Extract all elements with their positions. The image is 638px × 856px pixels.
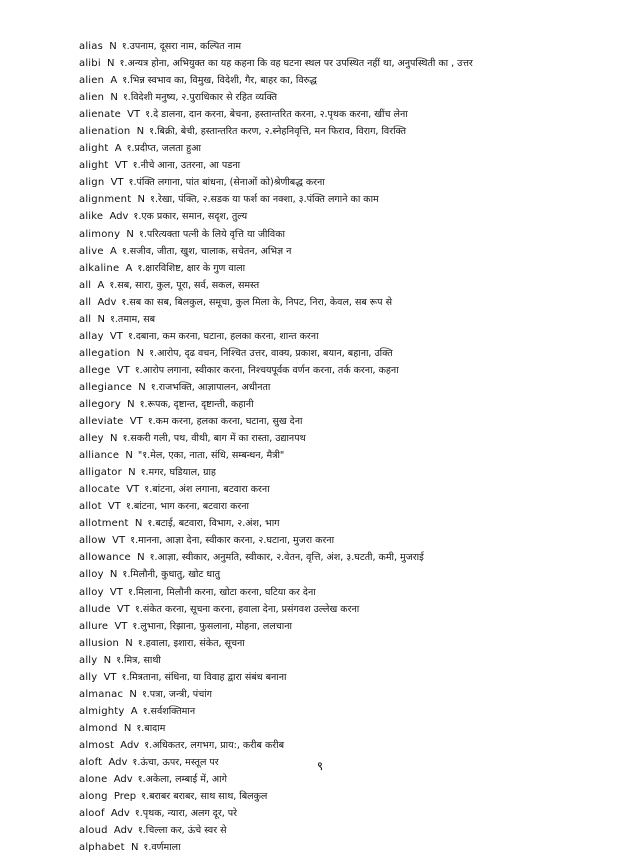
entry-definition: १.पृथक, न्यारा, अलग दूर, परे [134, 808, 238, 820]
entry-headword: alight [79, 160, 109, 172]
dictionary-entry [79, 106, 619, 123]
entry-definition: १.मित्र, साथी [116, 654, 161, 666]
dictionary-entry [79, 55, 619, 72]
entry-definition: १.मानना, आज्ञा देना, स्वीकार करना, २.घटाना, मुजरा करना [130, 535, 335, 547]
entry-definition: १.बटाई, बटवारा, विभाग, २.अंश, भाग [147, 518, 280, 530]
entry-definition: १.मगर, घडियाल, ग्राह [140, 467, 216, 479]
entry-definition: १.मित्रताना, संधिना, या विवाह द्वारा संबंध बनाना [121, 671, 287, 683]
entry-definition: १.बांटना, भाग करना, बटवारा करना [125, 501, 249, 513]
entry-definition: १.वर्णमाला [143, 842, 181, 854]
entry-part-of-speech: N [103, 654, 112, 666]
entry-definition: १.नीचे आना, उतरना, आ पडना [132, 160, 241, 172]
entry-part-of-speech: VT [107, 501, 121, 513]
entry-headword: alignment [79, 194, 132, 206]
entry-part-of-speech: VT [127, 109, 141, 121]
entry-headword: allude [79, 603, 111, 615]
dictionary-entry [79, 498, 619, 515]
entry-definition: १.अकेला, लम्बाई में, आगे [137, 774, 227, 786]
entry-list [79, 38, 619, 856]
entry-definition: १.भिन्न स्वभाव का, विमुख, विदेशी, गैर, बाहर का, विरुद्ध [122, 75, 317, 87]
entry-headword: alibi [79, 58, 101, 70]
dictionary-entry [79, 379, 619, 396]
entry-headword: ally [79, 671, 98, 683]
entry-definition: "१.मेल, एका, नाता, संधि, सम्बन्धन, मैत्री" [137, 450, 285, 462]
entry-part-of-speech: N [136, 126, 145, 138]
entry-part-of-speech: N [97, 313, 105, 325]
entry-definition: १.हवाला, इशारा, संकेत, सूचना [137, 637, 245, 649]
entry-definition: १.संकेत करना, सूचना करना, हवाला देना, प्रसंगवश उल्लेख करना [134, 603, 360, 615]
entry-headword: allegiance [79, 381, 133, 393]
entry-headword: alkaline [79, 262, 120, 274]
entry-part-of-speech: Prep [113, 791, 137, 803]
entry-part-of-speech: VT [114, 620, 128, 632]
dictionary-entry [79, 618, 619, 635]
entry-headword: alliance [79, 450, 120, 462]
entry-definition: १.आज्ञा, स्वीकार, अनुमति, स्वीकार, २.वेतन, वृत्ति, अंश, ३.घटती, कमी, मुजराई [149, 552, 424, 564]
entry-headword: alight [79, 143, 109, 155]
dictionary-entry [79, 123, 619, 140]
dictionary-entry [79, 362, 619, 379]
entry-part-of-speech: VT [116, 364, 130, 376]
entry-headword: allot [79, 501, 102, 513]
entry-part-of-speech: N [109, 569, 118, 581]
dictionary-entry [79, 345, 619, 362]
entry-headword: ally [79, 654, 98, 666]
dictionary-entry [79, 754, 619, 771]
entry-headword: alienation [79, 126, 131, 138]
entry-part-of-speech: Adv [97, 296, 117, 308]
entry-part-of-speech: Adv [109, 211, 129, 223]
entry-part-of-speech: N [127, 398, 135, 410]
entry-part-of-speech: VT [114, 160, 128, 172]
dictionary-entry [79, 805, 619, 822]
entry-definition: १.उपनाम, दूसरा नाम, कल्पित नाम [121, 41, 242, 52]
entry-part-of-speech: VT [116, 603, 130, 615]
entry-definition: १.कम करना, हलका करना, घटाना, सुख देना [147, 416, 303, 428]
entry-part-of-speech: A [125, 262, 133, 274]
entry-part-of-speech: Adv [110, 808, 130, 820]
entry-definition: १.पंक्ति लगाना, पांत बांधना, (सेनाओं को)श्रेणीबद्ध करना [128, 177, 325, 189]
entry-definition: १.दबाना, कम करना, घटाना, हलका करना, शान्त करना [127, 330, 319, 342]
entry-part-of-speech: VT [129, 416, 143, 428]
entry-headword: along [79, 791, 108, 803]
dictionary-entry [79, 208, 619, 225]
dictionary-entry [79, 174, 619, 191]
entry-headword: alphabet [79, 842, 125, 854]
entry-definition: १.सकरी गली, पथ, वीथी, बाग में का रास्ता, उद्यानपथ [122, 433, 306, 445]
entry-definition: १.आरोप लगाना, स्वीकार करना, निश्चयपूर्वक वर्णन करना, तर्क करना, कहना [134, 364, 399, 376]
dictionary-entry [79, 788, 619, 805]
entry-part-of-speech: N [129, 688, 137, 700]
entry-definition: १.सब का सब, बिलकुल, समूचा, कुल मिला के, निपट, निरा, केवल, सब रूप से [121, 296, 393, 308]
dictionary-entry [79, 413, 619, 430]
dictionary-entry [79, 89, 619, 106]
entry-headword: alike [79, 211, 104, 223]
entry-headword: alligator [79, 467, 122, 479]
entry-definition: १.बांटना, अंश लगाना, बटवारा करना [144, 484, 270, 496]
entry-definition: १.विदेशी मनुष्य, २.पुराधिकार से रहित व्यक्ति [122, 92, 278, 104]
entry-headword: allay [79, 330, 104, 342]
dictionary-entry [79, 430, 619, 447]
entry-headword: alias [79, 41, 104, 52]
entry-part-of-speech: N [136, 347, 145, 359]
entry-definition: १.सर्वशक्तिमान [142, 705, 196, 717]
dictionary-entry [79, 686, 619, 703]
dictionary-entry [79, 669, 619, 686]
entry-part-of-speech: N [134, 518, 143, 530]
dictionary-entry [79, 277, 619, 294]
entry-headword: alive [79, 245, 104, 257]
entry-definition: १.बराबर बराबर, साथ साथ, बिलकुल [141, 791, 268, 803]
entry-part-of-speech: N [137, 552, 145, 564]
dictionary-entry [79, 566, 619, 583]
dictionary-entry [79, 140, 619, 157]
dictionary-entry [79, 294, 619, 311]
entry-headword: aloof [79, 808, 105, 820]
entry-part-of-speech: VT [110, 177, 124, 189]
entry-part-of-speech: VT [112, 535, 126, 547]
dictionary-entry [79, 584, 619, 601]
entry-headword: allowance [79, 552, 131, 564]
dictionary-entry [79, 226, 619, 243]
entry-headword: allegory [79, 398, 121, 410]
dictionary-entry [79, 549, 619, 566]
dictionary-entry [79, 311, 619, 328]
dictionary-entry [79, 260, 619, 277]
dictionary-entry [79, 447, 619, 464]
entry-definition: १.रेखा, पंक्ति, २.सडक या फर्श का नक्शा, ३.पंक्ति लगाने का काम [150, 194, 379, 206]
dictionary-entry [79, 243, 619, 260]
entry-headword: alienate [79, 109, 121, 121]
entry-part-of-speech: VT [126, 484, 140, 496]
entry-headword: almighty [79, 705, 125, 717]
entry-part-of-speech: Adv [113, 774, 133, 786]
entry-part-of-speech: A [110, 75, 118, 87]
entry-part-of-speech: A [97, 279, 105, 291]
entry-part-of-speech: N [125, 637, 133, 649]
entry-part-of-speech: N [109, 433, 118, 445]
entry-definition: १.बादाम [136, 722, 166, 734]
entry-definition: १.चिल्ला कर, ऊंचे स्वर से [137, 825, 227, 837]
entry-part-of-speech: N [128, 467, 136, 479]
entry-definition: १.परित्यक्ता पत्नी के लिये वृत्ति या जीविका [138, 228, 285, 240]
entry-headword: alloy [79, 569, 104, 581]
entry-headword: allegation [79, 347, 131, 359]
entry-part-of-speech: N [109, 41, 117, 52]
entry-part-of-speech: N [107, 58, 115, 70]
entry-definition: १.ऊंचा, ऊपर, मस्तूल पर [132, 756, 219, 768]
entry-definition: १.एक प्रकार, समान, सदृश, तुल्य [133, 211, 248, 223]
entry-part-of-speech: N [130, 842, 139, 854]
entry-definition: १.अधिकतर, लगभग, प्राय:, करीब करीब [144, 739, 285, 751]
dictionary-entry [79, 737, 619, 754]
entry-headword: alloy [79, 586, 104, 598]
entry-headword: alley [79, 433, 104, 445]
entry-headword: allow [79, 535, 106, 547]
entry-headword: allocate [79, 484, 121, 496]
entry-headword: all [79, 296, 92, 308]
entry-definition: १.मिलौनी, कुधातु, खोट धातु [122, 569, 220, 581]
entry-headword: all [79, 313, 92, 325]
entry-headword: alien [79, 92, 105, 104]
entry-headword: almond [79, 722, 118, 734]
entry-definition: १.आरोप, दृढ वचन, निश्चित उत्तर, वाक्य, प्रकाश, बयान, बहाना, उक्ति [149, 347, 393, 359]
entry-part-of-speech: A [109, 245, 117, 257]
entry-definition: १.सजीव, जीता, खुश, चालाक, सचेतन, अभिज्ञ न [121, 245, 292, 257]
dictionary-entry [79, 464, 619, 481]
entry-definition: १.प्रदीप्त, जलता हुआ [126, 143, 201, 155]
entry-part-of-speech: Adv [108, 756, 128, 768]
entry-headword: aloud [79, 825, 108, 837]
entry-headword: alleviate [79, 416, 124, 428]
dictionary-entry [79, 601, 619, 618]
dictionary-entry [79, 396, 619, 413]
entry-definition: १.राजभक्ति, आज्ञापालन, अधीनता [150, 381, 271, 393]
entry-definition: १.पत्रा, जन्त्री, पंचांग [141, 688, 213, 700]
entry-headword: allusion [79, 637, 120, 649]
entry-definition: १.लुभाना, रिझाना, फुसलाना, मोहना, ललचाना [132, 620, 292, 632]
entry-headword: align [79, 177, 105, 189]
dictionary-entry [79, 328, 619, 345]
entry-part-of-speech: N [123, 722, 132, 734]
dictionary-entry [79, 720, 619, 737]
entry-headword: almanac [79, 688, 124, 700]
entry-part-of-speech: N [126, 228, 134, 240]
entry-part-of-speech: N [137, 194, 145, 206]
entry-part-of-speech: VT [109, 586, 123, 598]
dictionary-entry [79, 38, 619, 55]
entry-definition: १.क्षारविशिष्ट, क्षार के गुण वाला [137, 262, 246, 274]
entry-headword: all [79, 279, 92, 291]
entry-headword: alimony [79, 228, 121, 240]
entry-definition: १.बिक्री, बेची, हस्तान्तरित करण, २.स्नेहनिवृत्ति, मन फिराव, विराग, विरक्ति [149, 126, 407, 138]
entry-headword: almost [79, 739, 115, 751]
dictionary-entry [79, 703, 619, 720]
dictionary-entry [79, 839, 619, 856]
entry-definition: १.अन्यत्र होना, अभियुक्त का यह कहना कि वह घटना स्थल पर उपस्थित नहीं था, अनुपस्थिती का , उत्तर [119, 58, 473, 70]
entry-headword: alone [79, 774, 108, 786]
entry-part-of-speech: A [130, 705, 138, 717]
dictionary-entry [79, 191, 619, 208]
entry-headword: alien [79, 75, 105, 87]
dictionary-entry [79, 515, 619, 532]
entry-part-of-speech: A [114, 143, 122, 155]
entry-definition: १.सब, सारा, कुल, पूरा, सर्व, सकल, समस्त [109, 279, 260, 291]
entry-definition: १.मिलाना, मिलौनी करना, खोटा करना, घटिया कर देना [127, 586, 316, 598]
entry-headword: allege [79, 364, 111, 376]
dictionary-entry [79, 481, 619, 498]
entry-definition: १.दे डालना, दान करना, बेचना, हस्तान्तरित करना, २.पृथक करना, खींच लेना [145, 109, 408, 121]
dictionary-entry [79, 532, 619, 549]
dictionary-entry [79, 771, 619, 788]
entry-part-of-speech: N [125, 450, 133, 462]
entry-headword: aloft [79, 756, 103, 768]
entry-part-of-speech: N [110, 92, 118, 104]
entry-part-of-speech: Adv [120, 739, 140, 751]
entry-part-of-speech: VT [103, 671, 117, 683]
entry-headword: allure [79, 620, 109, 632]
entry-definition: १.रूपक, दृष्टान्त, दृष्टान्ती, कहानी [139, 398, 254, 410]
page-number: ९ [316, 759, 324, 773]
dictionary-entry [79, 822, 619, 839]
dictionary-entry [79, 72, 619, 89]
entry-headword: allotment [79, 518, 129, 530]
entry-part-of-speech: VT [109, 330, 123, 342]
entry-definition: १.तमाम, सब [109, 313, 156, 325]
entry-part-of-speech: Adv [113, 825, 133, 837]
dictionary-entry [79, 157, 619, 174]
dictionary-entry [79, 635, 619, 652]
entry-part-of-speech: N [138, 381, 146, 393]
dictionary-entry [79, 652, 619, 669]
